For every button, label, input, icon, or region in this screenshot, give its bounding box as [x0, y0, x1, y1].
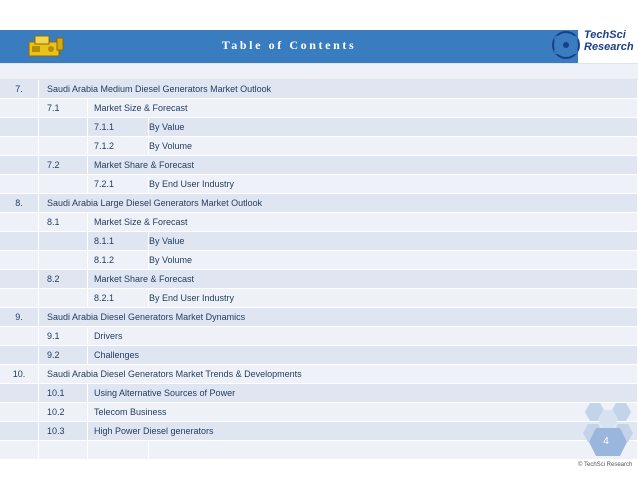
toc-section-title: Saudi Arabia Diesel Generators Market Dynamics — [39, 308, 638, 327]
toc-subsection-number: 10.3 — [39, 422, 88, 441]
toc-item-title: By Value — [149, 232, 638, 251]
toc-row — [0, 270, 638, 289]
toc-table — [0, 80, 638, 460]
toc-section-title: Saudi Arabia Large Diesel Generators Market Outlook — [39, 194, 638, 213]
toc-subsection-number: 9.1 — [39, 327, 88, 346]
toc-item-number: 8.2.1 — [88, 289, 149, 308]
toc-row — [0, 403, 638, 422]
toc-item-title: By End User Industry — [149, 289, 638, 308]
toc-subsection-number: 10.1 — [39, 384, 88, 403]
toc-number — [0, 441, 39, 460]
toc-row — [0, 327, 638, 346]
toc-row — [0, 99, 638, 118]
toc-row — [0, 80, 638, 99]
toc-subsection-number: 10.2 — [39, 403, 88, 422]
toc-row — [0, 118, 638, 137]
toc-number: 7. — [0, 80, 39, 99]
toc-number: 8. — [0, 194, 39, 213]
toc-subsection-number — [39, 289, 88, 308]
toc-row — [0, 365, 638, 384]
toc-row — [0, 289, 638, 308]
techsci-globe-icon — [550, 29, 582, 61]
brand-line2: Research — [584, 41, 634, 53]
toc-subsection-title: High Power Diesel generators — [88, 422, 638, 441]
toc-subsection-title: Market Size & Forecast — [88, 99, 638, 118]
toc-item-number: 7.1.2 — [88, 137, 149, 156]
toc-row — [0, 194, 638, 213]
toc-subsection-number — [39, 232, 88, 251]
toc-item-number — [88, 441, 149, 460]
toc-number: 9. — [0, 308, 39, 327]
toc-subsection-title: Using Alternative Sources of Power — [88, 384, 638, 403]
toc-number — [0, 289, 39, 308]
toc-subsection-number: 7.2 — [39, 156, 88, 175]
toc-row — [0, 232, 638, 251]
toc-item-title: By Volume — [149, 137, 638, 156]
toc-item-number: 8.1.2 — [88, 251, 149, 270]
brand-text — [584, 29, 634, 53]
toc-subsection-title: Market Size & Forecast — [88, 213, 638, 232]
toc-row — [0, 156, 638, 175]
toc-subsection-number: 7.1 — [39, 99, 88, 118]
toc-row — [0, 441, 638, 460]
toc-item-number: 8.1.1 — [88, 232, 149, 251]
toc-number — [0, 232, 39, 251]
toc-item-title: By Value — [149, 118, 638, 137]
toc-number — [0, 384, 39, 403]
brand-line1: TechSci — [584, 29, 626, 41]
toc-row — [0, 384, 638, 403]
toc-subsection-number: 8.2 — [39, 270, 88, 289]
header-divider — [0, 63, 638, 80]
toc-subsection-number — [39, 118, 88, 137]
toc-number — [0, 118, 39, 137]
title-banner — [0, 30, 578, 63]
toc-row — [0, 213, 638, 232]
header — [0, 0, 634, 63]
toc-section-title: Saudi Arabia Medium Diesel Generators Market Outlook — [39, 80, 638, 99]
toc-subsection-title: Challenges — [88, 346, 638, 365]
toc-row — [0, 137, 638, 156]
toc-number — [0, 270, 39, 289]
toc-subsection-number — [39, 175, 88, 194]
page-number: 4 — [603, 436, 609, 447]
toc-subsection-title: Market Share & Forecast — [88, 156, 638, 175]
page-title: Table of Contents — [221, 38, 357, 52]
toc-subsection-number — [39, 441, 88, 460]
toc-row — [0, 346, 638, 365]
toc-subsection-number — [39, 251, 88, 270]
toc-item-number: 7.1.1 — [88, 118, 149, 137]
toc-subsection-title: Market Share & Forecast — [88, 270, 638, 289]
toc-number — [0, 422, 39, 441]
toc-row — [0, 175, 638, 194]
toc-item-title: By End User Industry — [149, 175, 638, 194]
hexagon-decoration-icon — [578, 402, 638, 464]
toc-number — [0, 251, 39, 270]
toc-row — [0, 251, 638, 270]
copyright: © TechSci Research — [578, 462, 633, 468]
toc-subsection-number: 9.2 — [39, 346, 88, 365]
toc-row — [0, 308, 638, 327]
toc-number — [0, 156, 39, 175]
brand-logo — [548, 27, 636, 63]
toc-subsection-number: 8.1 — [39, 213, 88, 232]
toc-subsection-number — [39, 137, 88, 156]
toc-item-title: By Volume — [149, 251, 638, 270]
toc-number — [0, 346, 39, 365]
toc-subsection-title: Drivers — [88, 327, 638, 346]
toc-section-title: Saudi Arabia Diesel Generators Market Trends & Developments — [39, 365, 638, 384]
toc-number — [0, 327, 39, 346]
toc-number — [0, 99, 39, 118]
toc-row — [0, 422, 638, 441]
toc-number — [0, 175, 39, 194]
toc-item-title — [149, 441, 638, 460]
toc-number — [0, 403, 39, 422]
toc-number: 10. — [0, 365, 39, 384]
toc-number — [0, 213, 39, 232]
toc-item-number: 7.2.1 — [88, 175, 149, 194]
toc-number — [0, 137, 39, 156]
generator-logo-icon — [27, 32, 67, 60]
toc-subsection-title: Telecom Business — [88, 403, 638, 422]
